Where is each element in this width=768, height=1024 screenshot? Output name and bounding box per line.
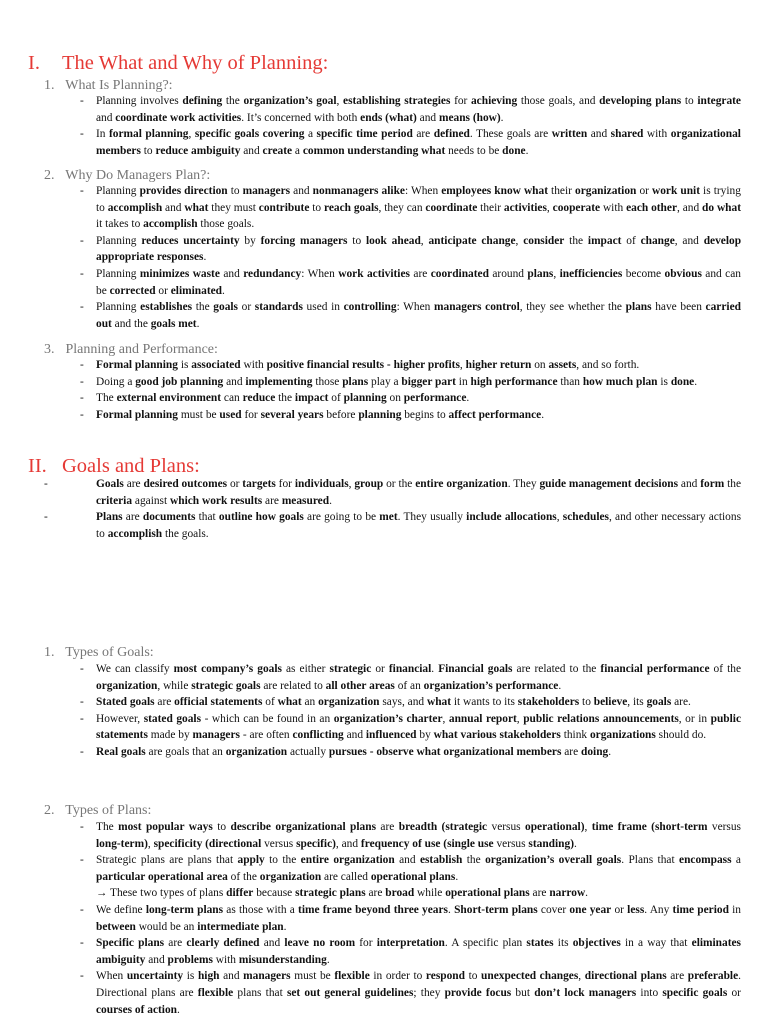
list-item-text: Planning provides direction to managers and nonmanagers alike: When employees know what their organization or work unit is trying to accomplish and what they must contribute to reach goals, they can coordinate their activities, cooperate with each other, and do what it takes to accomplish those goals.	[96, 185, 744, 231]
list-item	[80, 902, 744, 935]
bullet-list	[80, 183, 744, 332]
list-item	[80, 374, 741, 391]
list-item	[80, 390, 741, 407]
bullet-dash: -	[80, 95, 84, 107]
bullet-dash: -	[80, 903, 84, 916]
list-item-text: However, stated goals - which can be found in an organization’s charter, annual report, public relations announcements, or in public statements made by managers - are often conflicting and influenced by what various stakeholders think organizations should do.	[96, 712, 744, 742]
bullet-list	[80, 93, 744, 159]
subsection-number: 2.	[44, 803, 55, 818]
subsection-number: 1.	[44, 645, 55, 660]
list-item	[80, 299, 744, 332]
list-item	[80, 357, 741, 374]
list-item-text: In formal planning, specific goals covering a specific time period are defined. These goals are written and shared with organizational members to reduce ambiguity and create a common understanding what needs to be done.	[96, 128, 744, 157]
list-item-text: Stated goals are official statements of what an organization says, and what it wants to its stakeholders to believe, its goals are.	[96, 696, 691, 709]
section-numeral: II.	[28, 455, 47, 477]
list-item	[80, 661, 744, 694]
list-item-text: Specific plans are clearly defined and leave no room for interpretation. A specific plan states its objectives in a way that eliminates ambiguity and problems with misunderstanding.	[96, 937, 744, 966]
list-item	[80, 744, 741, 761]
list-item-text: The external environment can reduce the impact of planning on performance.	[96, 392, 470, 405]
bullet-dash: -	[80, 185, 84, 197]
list-item	[80, 819, 744, 852]
bullet-dash: -	[80, 128, 84, 141]
section-heading	[28, 51, 329, 75]
list-item	[80, 266, 744, 299]
section-title: Goals and Plans:	[62, 455, 200, 477]
list-item-text: Planning minimizes waste and redundancy: When work activities are coordinated around plans, inefficiencies become obvious and can be corrected or eliminated.	[96, 267, 744, 297]
subsection-title: Types of Goals:	[65, 645, 154, 660]
bullet-dash: -	[80, 375, 84, 388]
subsection-title: Planning and Performance:	[65, 342, 218, 357]
subsection-heading	[44, 77, 173, 94]
list-item-text: Planning involves defining the organization’s goal, establishing strategies for achieving those goals, and developing plans to integrate and coordinate work activities. It’s concerned with both ends (what) and means (how).	[96, 95, 744, 124]
bullet-list	[80, 819, 744, 1018]
bullet-list	[44, 476, 744, 542]
bullet-dash: -	[80, 854, 84, 867]
bullet-dash: -	[80, 745, 84, 758]
bullet-dash: -	[80, 821, 84, 833]
list-item-text: When uncertainty is high and managers must be flexible in order to respond to unexpected changes, directional plans are preferable. Directional plans are flexible plans that set out general guidelines; they provide focus but don’t lock managers into specific goals or courses of action.	[96, 970, 744, 1016]
list-item-text: We can classify most company’s goals as either strategic or financial. Financial goals are related to the financial performance of the organization, while strategic goals are related to all other areas of an organization’s performance.	[96, 663, 744, 692]
list-item-text: We define long-term plans as those with a time frame beyond three years. Short-term plans cover one year or less. Any time period in between would be an intermediate plan.	[96, 903, 744, 933]
bullet-dash: -	[80, 937, 84, 950]
list-item	[80, 968, 744, 1018]
list-item-text: Planning establishes the goals or standards used in controlling: When managers control, they see whether the plans have been carried out and the goals met.	[96, 301, 744, 330]
bullet-dash: -	[80, 970, 84, 983]
list-item	[44, 476, 744, 509]
list-item	[80, 935, 744, 968]
list-item	[80, 711, 744, 744]
bullet-dash: -	[44, 511, 48, 524]
list-item	[80, 233, 744, 266]
subsection-number: 1.	[44, 78, 55, 93]
bullet-dash: -	[80, 663, 84, 675]
list-item-text: Goals are desired outcomes or targets for individuals, group or the entire organization. They guide management decisions and form the criteria against which work results are measured.	[96, 478, 744, 507]
subsection-number: 2.	[44, 168, 55, 183]
subsection-title: Types of Plans:	[65, 803, 152, 818]
list-item-text: Plans are documents that outline how goals are going to be met. They usually include allocations, schedules, and other necessary actions to accomplish the goals.	[96, 511, 744, 540]
bullet-dash: -	[80, 301, 84, 314]
bullet-dash: -	[80, 408, 84, 421]
list-item-text: Formal planning is associated with positive financial results - higher profits, higher return on assets, and so forth.	[96, 359, 640, 371]
list-item-text: Strategic plans are plans that apply to the entire organization and establish the organization’s overall goals. Plans that encompass a particular operational area of the organization are called operational plans. → These two types of plans differ because strategic plans are broad while operational plans are narrow.	[96, 854, 744, 900]
section-numeral: I.	[28, 52, 40, 74]
bullet-dash: -	[80, 712, 84, 725]
list-item	[80, 852, 744, 902]
list-item	[44, 509, 744, 542]
section-title: The What and Why of Planning:	[62, 52, 329, 74]
list-item-text: Real goals are goals that an organization actually pursues - observe what organizational members are doing.	[96, 745, 612, 758]
list-item-text: Formal planning must be used for several years before planning begins to affect performance.	[96, 408, 545, 421]
list-item-text: Doing a good job planning and implementing those plans play a bigger part in high performance than how much plan is done.	[96, 375, 698, 388]
list-item	[80, 183, 744, 233]
bullet-dash: -	[80, 267, 84, 280]
bullet-list	[80, 357, 741, 423]
subsection-heading	[44, 341, 218, 358]
bullet-dash: -	[80, 696, 84, 709]
subsection-heading	[44, 802, 151, 819]
bullet-dash: -	[80, 359, 84, 371]
bullet-dash: -	[80, 392, 84, 405]
list-item-text: The most popular ways to describe organizational plans are breadth (strategic versus operational), time frame (short-term versus long-term), specificity (directional versus specific), and frequency of use (single use versus standing).	[96, 821, 744, 850]
list-item-text: Planning reduces uncertainty by forcing managers to look ahead, anticipate change, consider the impact of change, and develop appropriate responses.	[96, 234, 744, 264]
subsection-number: 3.	[44, 342, 55, 357]
list-item	[80, 694, 741, 711]
list-item	[80, 126, 744, 159]
section-heading	[28, 454, 200, 478]
subsection-heading	[44, 167, 210, 184]
bullet-dash: -	[44, 478, 48, 490]
subsection-heading	[44, 644, 154, 661]
list-item	[80, 407, 741, 424]
list-item	[80, 93, 744, 126]
bullet-dash: -	[80, 234, 84, 247]
subsection-title: Why Do Managers Plan?:	[65, 168, 211, 183]
subsection-title: What Is Planning?:	[65, 78, 173, 93]
bullet-list	[80, 661, 744, 761]
